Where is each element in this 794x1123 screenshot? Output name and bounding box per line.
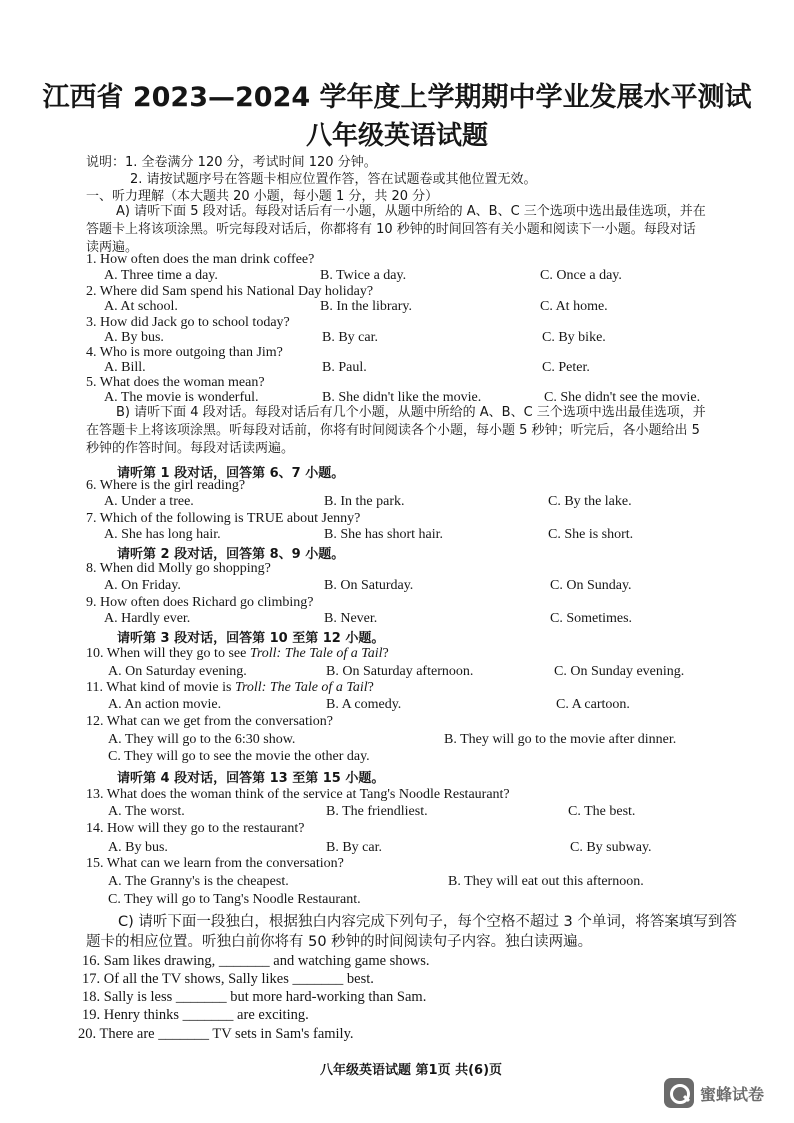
fill-in-17: 17. Of all the TV shows, Sally likes _______ best. bbox=[82, 971, 374, 987]
question-15-option-b: B. They will eat out this afternoon. bbox=[448, 874, 644, 889]
part-b-intro: B) 请听下面 4 段对话。每段对话后有几个小题，从题中所给的 A、B、C 三个选项中选出最佳选项，并在答题卡上将该项涂黑。听每段对话前，你将有时间阅读各个小题，每小题 5 秒钟；听完后，各小题给出 5 秒钟的作答时间。每段对话读两遍。 bbox=[86, 405, 706, 456]
part-c-intro: C) 请听下面一段独白，根据独白内容完成下列句子，每个空格不超过 3 个单词，将答案填写到答题卡的相应位置。听独白前你将有 50 秒钟的时间阅读句子内容。独白读两遍。 bbox=[86, 914, 737, 950]
movie-title: Troll: The Tale of a Tail bbox=[249, 646, 383, 661]
question-4-option-a: A. Bill. bbox=[104, 360, 146, 375]
fill-in-20: 20. There are _______ TV sets in Sam's family. bbox=[78, 1026, 354, 1042]
instruction-line-1: 说明：1. 全卷满分 120 分，考试时间 120 分钟。 bbox=[86, 155, 377, 170]
watermark bbox=[664, 1078, 764, 1108]
part-a-intro: A) 请听下面 5 段对话。每段对话后有一小题，从题中所给的 A、B、C 三个选项中选出最佳选项，并在答题卡上将该项涂黑。听完每段对话后，你都将有 10 秒钟的时间回答有关小题和阅读下一小题。每段对话读两遍。 bbox=[86, 204, 706, 255]
question-12-option-b: B. They will go to the movie after dinner. bbox=[444, 732, 677, 747]
question-3: 3. How did Jack go to school today? bbox=[86, 315, 290, 330]
question-8-option-b: B. On Saturday. bbox=[324, 578, 414, 593]
question-10-option-b: B. On Saturday afternoon. bbox=[326, 664, 474, 679]
question-5-option-b: B. She didn't like the movie. bbox=[322, 390, 482, 405]
question-7-option-c: C. She is short. bbox=[548, 527, 634, 542]
question-12-option-c: C. They will go to see the movie the other day. bbox=[108, 749, 370, 764]
question-4-option-b: B. Paul. bbox=[322, 360, 367, 375]
question-12-option-a: A. They will go to the 6:30 show. bbox=[108, 732, 296, 747]
question-4: 4. Who is more outgoing than Jim? bbox=[86, 345, 283, 360]
question-2-option-a: A. At school. bbox=[104, 299, 178, 314]
question-6-option-c: C. By the lake. bbox=[548, 494, 632, 509]
question-15-option-c: C. They will go to Tang's Noodle Restaurant. bbox=[108, 892, 361, 907]
question-6-option-a: A. Under a tree. bbox=[104, 494, 194, 509]
question-5-option-c: C. She didn't see the movie. bbox=[544, 390, 701, 405]
question-3-option-c: C. By bike. bbox=[542, 330, 606, 345]
question-15-option-a: A. The Granny's is the cheapest. bbox=[108, 874, 289, 889]
question-11-option-b: B. A comedy. bbox=[326, 697, 402, 712]
question-text: 10. When will they go to see bbox=[86, 646, 250, 661]
question-11 bbox=[86, 680, 374, 696]
dialog-3-header: 请听第 3 段对话，回答第 10 至第 12 小题。 bbox=[117, 631, 385, 646]
question-1: 1. How often does the man drink coffee? bbox=[86, 252, 315, 267]
question-9-option-a: A. Hardly ever. bbox=[104, 611, 191, 626]
question-14-option-a: A. By bus. bbox=[108, 840, 168, 855]
question-8: 8. When did Molly go shopping? bbox=[86, 561, 271, 576]
question-4-option-c: C. Peter. bbox=[542, 360, 590, 375]
question-13-option-b: B. The friendliest. bbox=[326, 804, 428, 819]
page-footer: 八年级英语试题 第1页 共(6)页 bbox=[320, 1063, 503, 1078]
question-14: 14. How will they go to the restaurant? bbox=[86, 821, 305, 836]
question-1-option-c: C. Once a day. bbox=[540, 268, 622, 283]
question-11-option-c: C. A cartoon. bbox=[556, 697, 630, 712]
question-8-option-a: A. On Friday. bbox=[104, 578, 181, 593]
question-2: 2. Where did Sam spend his National Day holiday? bbox=[86, 284, 374, 299]
question-7-option-b: B. She has short hair. bbox=[324, 527, 443, 542]
question-1-option-b: B. Twice a day. bbox=[320, 268, 407, 283]
question-mark: ? bbox=[382, 646, 389, 661]
dialog-4-header: 请听第 4 段对话，回答第 13 至第 15 小题。 bbox=[117, 771, 385, 786]
question-14-option-c: C. By subway. bbox=[570, 840, 652, 855]
question-7-option-a: A. She has long hair. bbox=[104, 527, 221, 542]
question-10 bbox=[86, 646, 389, 662]
section-heading: 一、听力理解（本大题共 20 小题，每小题 1 分，共 20 分） bbox=[86, 189, 439, 204]
question-15: 15. What can we learn from the conversation? bbox=[86, 856, 344, 871]
question-11-option-a: A. An action movie. bbox=[108, 697, 222, 712]
search-icon bbox=[664, 1078, 694, 1108]
question-13-option-c: C. The best. bbox=[568, 804, 636, 819]
question-13: 13. What does the woman think of the service at Tang's Noodle Restaurant? bbox=[86, 787, 510, 802]
question-1-option-a: A. Three time a day. bbox=[104, 268, 218, 283]
question-12: 12. What can we get from the conversation? bbox=[86, 714, 333, 729]
question-3-option-b: B. By car. bbox=[322, 330, 378, 345]
fill-in-16: 16. Sam likes drawing, _______ and watching game shows. bbox=[82, 953, 430, 969]
dialog-1-header: 请听第 1 段对话，回答第 6、7 小题。 bbox=[117, 466, 345, 481]
question-7: 7. Which of the following is TRUE about Jenny? bbox=[86, 511, 361, 526]
question-10-option-c: C. On Sunday evening. bbox=[554, 664, 685, 679]
question-10-option-a: A. On Saturday evening. bbox=[108, 664, 247, 679]
question-5-option-a: A. The movie is wonderful. bbox=[104, 390, 259, 405]
fill-in-18: 18. Sally is less _______ but more hard-working than Sam. bbox=[82, 989, 427, 1005]
question-9-option-b: B. Never. bbox=[324, 611, 378, 626]
watermark-text: 蜜蜂试卷 bbox=[700, 1084, 765, 1104]
exam-subtitle: 八年级英语试题 bbox=[305, 121, 488, 151]
question-6: 6. Where is the girl reading? bbox=[86, 478, 246, 493]
question-2-option-c: C. At home. bbox=[540, 299, 608, 314]
question-3-option-a: A. By bus. bbox=[104, 330, 164, 345]
question-8-option-c: C. On Sunday. bbox=[550, 578, 632, 593]
question-13-option-a: A. The worst. bbox=[108, 804, 185, 819]
question-14-option-b: B. By car. bbox=[326, 840, 382, 855]
question-9-option-c: C. Sometimes. bbox=[550, 611, 633, 626]
question-2-option-b: B. In the library. bbox=[320, 299, 413, 314]
instruction-line-2: 2. 请按试题序号在答题卡相应位置作答，答在试题卷或其他位置无效。 bbox=[130, 172, 537, 187]
question-text: 11. What kind of movie is bbox=[86, 680, 235, 695]
dialog-2-header: 请听第 2 段对话，回答第 8、9 小题。 bbox=[117, 547, 345, 562]
fill-in-19: 19. Henry thinks _______ are exciting. bbox=[82, 1007, 309, 1023]
question-9: 9. How often does Richard go climbing? bbox=[86, 595, 314, 610]
question-mark: ? bbox=[367, 680, 374, 695]
exam-title: 江西省 2023—2024 学年度上学期期中学业发展水平测试 bbox=[42, 82, 752, 113]
movie-title: Troll: The Tale of a Tail bbox=[234, 680, 368, 695]
question-5: 5. What does the woman mean? bbox=[86, 375, 265, 390]
question-6-option-b: B. In the park. bbox=[324, 494, 405, 509]
